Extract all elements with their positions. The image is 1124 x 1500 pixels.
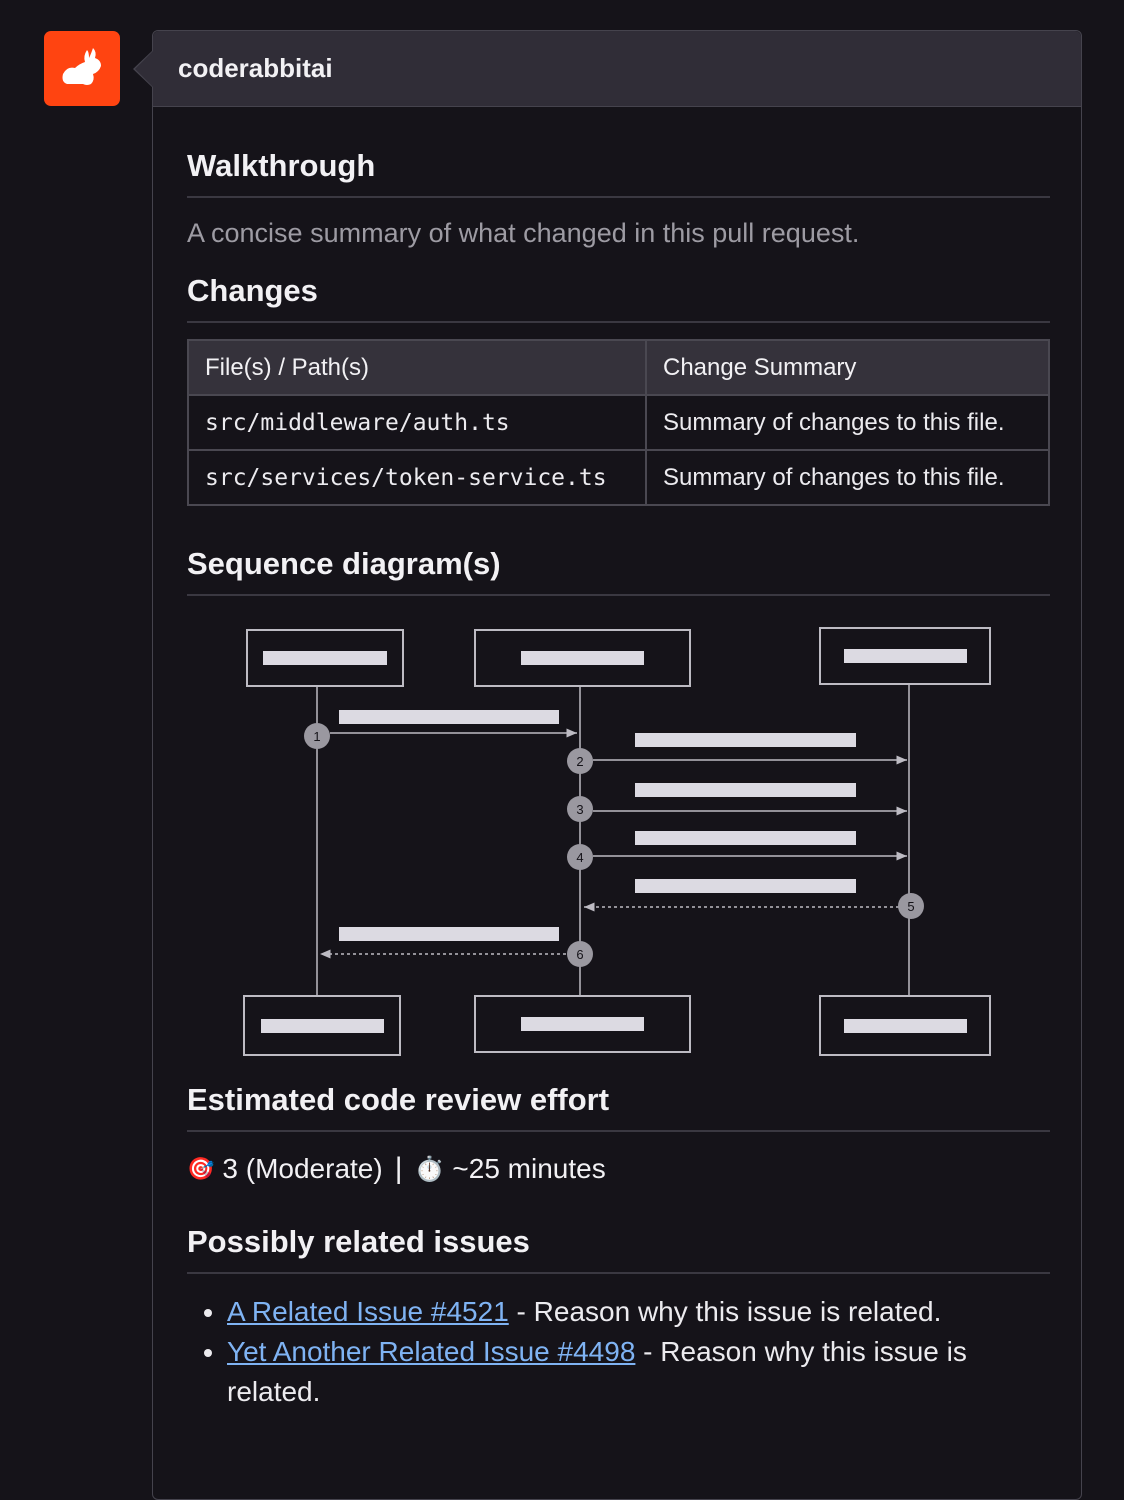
- effort-time: ~25 minutes: [452, 1153, 606, 1184]
- effort-level: 3 (Moderate): [222, 1153, 383, 1184]
- step-badge: 1: [313, 729, 321, 744]
- sequence-diagram-svg: [187, 596, 1050, 1076]
- list-item: [227, 1292, 1050, 1332]
- walkthrough-heading: Walkthrough: [187, 148, 1050, 198]
- target-icon: 🎯: [187, 1156, 215, 1181]
- separator: |: [394, 1152, 403, 1185]
- message-6: [320, 927, 593, 967]
- comment-pointer-fill: [135, 51, 153, 87]
- step-badge: 5: [907, 899, 915, 914]
- sequence-heading: Sequence diagram(s): [187, 546, 1050, 596]
- participant-box-bottom-3: [820, 996, 990, 1055]
- table-header-row: [188, 340, 1049, 395]
- participant-box-top-3: [820, 628, 990, 684]
- message-1: [304, 710, 577, 749]
- comment-header: [153, 31, 1081, 107]
- step-badge: 3: [576, 802, 584, 817]
- walkthrough-text: A concise summary of what changed in this pull request.: [187, 218, 860, 248]
- table-row: [188, 450, 1049, 505]
- related-heading: Possibly related issues: [187, 1224, 1050, 1274]
- issue-reason: - Reason why this issue is related.: [508, 1296, 942, 1327]
- message-5: [584, 879, 924, 919]
- comment-card: [152, 30, 1082, 1500]
- message-2: [567, 733, 907, 774]
- change-summary: Summary of changes to this file.: [646, 395, 1049, 450]
- step-badge: 6: [576, 947, 584, 962]
- change-summary: Summary of changes to this file.: [646, 450, 1049, 505]
- author-name[interactable]: coderabbitai: [178, 53, 333, 83]
- changes-heading: Changes: [187, 273, 1050, 323]
- participant-box-bottom-2: [475, 996, 690, 1052]
- issue-link[interactable]: A Related Issue #4521: [227, 1296, 509, 1327]
- message-3: [567, 783, 907, 822]
- file-path: src/middleware/auth.ts: [188, 395, 646, 450]
- issue-reason: - Reason why this issue is related.: [227, 1336, 967, 1407]
- comment-body: [187, 108, 1050, 1412]
- effort-heading: Estimated code review effort: [187, 1082, 1050, 1132]
- timer-icon: ⏱️: [414, 1155, 445, 1183]
- step-badge: 4: [576, 850, 584, 865]
- message-4: [567, 831, 907, 870]
- column-header: File(s) / Path(s): [188, 340, 646, 395]
- issue-link[interactable]: Yet Another Related Issue #4498: [227, 1336, 636, 1367]
- table-row: [188, 395, 1049, 450]
- participant-box-bottom-1: [244, 996, 400, 1055]
- list-item: [227, 1332, 1050, 1412]
- changes-table: [187, 339, 1050, 506]
- step-badge: 2: [576, 754, 584, 769]
- avatar[interactable]: [44, 31, 120, 106]
- effort-line: [187, 1152, 1050, 1186]
- related-issues-list: [187, 1292, 1050, 1412]
- participant-box-top-2: [475, 630, 690, 686]
- sequence-diagram: [187, 596, 1050, 1076]
- rabbit-icon: [57, 46, 107, 92]
- participant-box-top-1: [247, 630, 403, 686]
- column-header: Change Summary: [646, 340, 1049, 395]
- file-path: src/services/token-service.ts: [188, 450, 646, 505]
